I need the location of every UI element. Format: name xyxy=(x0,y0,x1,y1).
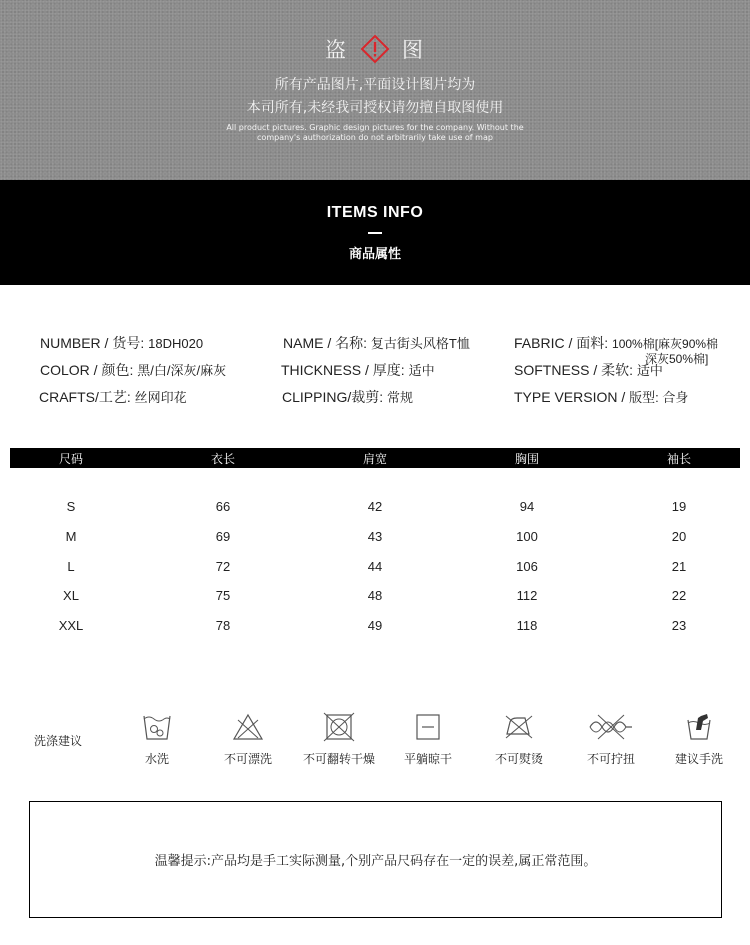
cell-sleeve: 23 xyxy=(671,618,687,633)
cell-length: 75 xyxy=(215,588,231,603)
banner-english-line-1: All product pictures. Graphic design pictures for the company. Without the xyxy=(226,123,524,132)
care-item-wash xyxy=(112,712,202,767)
care-item-no-iron xyxy=(474,712,564,767)
attr-number-value: 18DH020 xyxy=(148,336,204,351)
no-tumble-dry-icon xyxy=(323,712,355,742)
cell-shoulder: 49 xyxy=(367,618,383,633)
attr-color xyxy=(40,360,226,380)
cell-shoulder: 48 xyxy=(367,588,383,603)
dry-flat-icon xyxy=(412,712,444,742)
cell-chest: 100 xyxy=(516,529,538,544)
anti-theft-banner xyxy=(0,0,750,180)
care-label: 平躺晾干 xyxy=(403,752,452,766)
attr-type-value: 版型: 合身 xyxy=(629,390,689,405)
care-label: 建议手洗 xyxy=(674,752,723,766)
attr-fabric-value-2: 深灰50%棉] xyxy=(645,352,709,366)
banner-english-line-2: company's authorization do not arbitrarily take use of map xyxy=(257,133,493,142)
measurement-notice-text: 温馨提示:产品均是手工实际测量,个别产品尺码存在一定的误差,属正常范围。 xyxy=(154,854,597,869)
cell-chest: 94 xyxy=(519,499,535,514)
cell-chest: 118 xyxy=(516,618,538,633)
table-row xyxy=(10,529,740,549)
warning-diamond-icon xyxy=(360,34,390,64)
attr-color-label: COLOR / 颜色: xyxy=(40,362,138,378)
attr-crafts-value: 丝网印花 xyxy=(134,390,187,405)
banner-notice-line-1: 所有产品图片,平面设计图片均为 xyxy=(274,77,476,93)
attr-thickness xyxy=(281,360,435,380)
col-header-shoulder: 肩宽 xyxy=(362,452,387,466)
attr-thickness-value: 适中 xyxy=(408,363,435,378)
table-row xyxy=(10,559,740,579)
cell-sleeve: 19 xyxy=(671,499,687,514)
cell-sleeve: 21 xyxy=(671,559,687,574)
attr-thickness-label: THICKNESS / 厚度: xyxy=(281,362,409,378)
care-item-no-bleach xyxy=(203,712,293,767)
cell-chest: 106 xyxy=(516,559,538,574)
no-iron-icon xyxy=(503,712,535,742)
cell-shoulder: 44 xyxy=(367,559,383,574)
attr-name-value: 复古街头风格T恤 xyxy=(370,336,470,351)
attr-name-label: NAME / 名称: xyxy=(283,335,371,351)
items-info-title: ITEMS INFO xyxy=(326,204,424,221)
measurement-notice-box xyxy=(29,801,722,918)
cell-length: 69 xyxy=(215,529,231,544)
care-label: 不可翻转干燥 xyxy=(302,752,375,766)
cell-shoulder: 43 xyxy=(367,529,383,544)
attr-softness-label: SOFTNESS / 柔软: xyxy=(514,362,637,378)
table-row xyxy=(10,588,740,608)
cell-shoulder: 42 xyxy=(367,499,383,514)
care-label: 不可熨烫 xyxy=(494,752,543,766)
care-item-dry-flat xyxy=(383,712,473,767)
col-header-sleeve: 袖长 xyxy=(666,452,691,466)
attr-softness-value: 适中 xyxy=(636,363,663,378)
banner-notice-line-2: 本司所有,未经我司授权请勿擅自取图使用 xyxy=(246,100,504,116)
attr-type-label: TYPE VERSION / xyxy=(514,389,630,405)
banner-title-right: 图 xyxy=(402,38,425,62)
size-table-header xyxy=(10,448,740,468)
attr-clipping xyxy=(282,387,413,407)
care-item-no-tumble-dry xyxy=(294,712,384,767)
table-row xyxy=(10,499,740,519)
care-label: 不可漂洗 xyxy=(223,752,272,766)
attr-number xyxy=(40,333,203,353)
col-header-size: 尺码 xyxy=(58,452,83,466)
cell-sleeve: 22 xyxy=(671,588,687,603)
attr-softness xyxy=(514,360,663,380)
attr-crafts xyxy=(39,387,187,407)
attr-fabric-value-1: 100%棉[麻灰90%棉 xyxy=(612,337,719,351)
cell-length: 66 xyxy=(215,499,231,514)
col-header-chest: 胸围 xyxy=(514,452,539,466)
col-header-length: 衣长 xyxy=(210,452,235,466)
cell-length: 72 xyxy=(215,559,231,574)
attr-number-label: NUMBER / 货号: xyxy=(40,335,149,351)
banner-title-left: 盗 xyxy=(325,38,348,62)
attr-fabric-label: FABRIC / 面料: xyxy=(514,335,613,351)
cell-sleeve: 20 xyxy=(671,529,687,544)
care-item-no-wring xyxy=(566,712,656,767)
care-label: 不可拧扭 xyxy=(586,752,635,766)
care-label: 水洗 xyxy=(144,752,169,766)
care-item-hand-wash xyxy=(654,712,744,767)
cell-size: XXL xyxy=(58,618,84,633)
title-divider xyxy=(368,232,382,234)
table-row xyxy=(10,618,740,638)
wash-tub-icon xyxy=(141,712,173,742)
items-info-header xyxy=(0,180,750,285)
cell-length: 78 xyxy=(215,618,231,633)
cell-size: L xyxy=(67,559,75,574)
wash-care-label: 洗涤建议 xyxy=(34,734,83,748)
items-info-subtitle: 商品属性 xyxy=(348,247,401,262)
banner-title xyxy=(0,34,750,64)
attr-crafts-label: CRAFTS/工艺: xyxy=(39,389,135,405)
attr-type-version xyxy=(514,387,688,406)
attr-color-value: 黑/白/深灰/麻灰 xyxy=(137,363,227,378)
no-bleach-icon xyxy=(232,712,264,742)
hand-wash-icon xyxy=(683,712,715,742)
attr-clipping-label: CLIPPING/裁剪: xyxy=(282,389,388,405)
attr-name xyxy=(283,333,470,353)
cell-chest: 112 xyxy=(516,588,538,603)
cell-size: M xyxy=(65,529,77,544)
cell-size: XL xyxy=(63,588,79,603)
attr-clipping-value: 常规 xyxy=(387,390,414,405)
no-wring-icon xyxy=(588,712,634,742)
cell-size: S xyxy=(66,499,76,514)
